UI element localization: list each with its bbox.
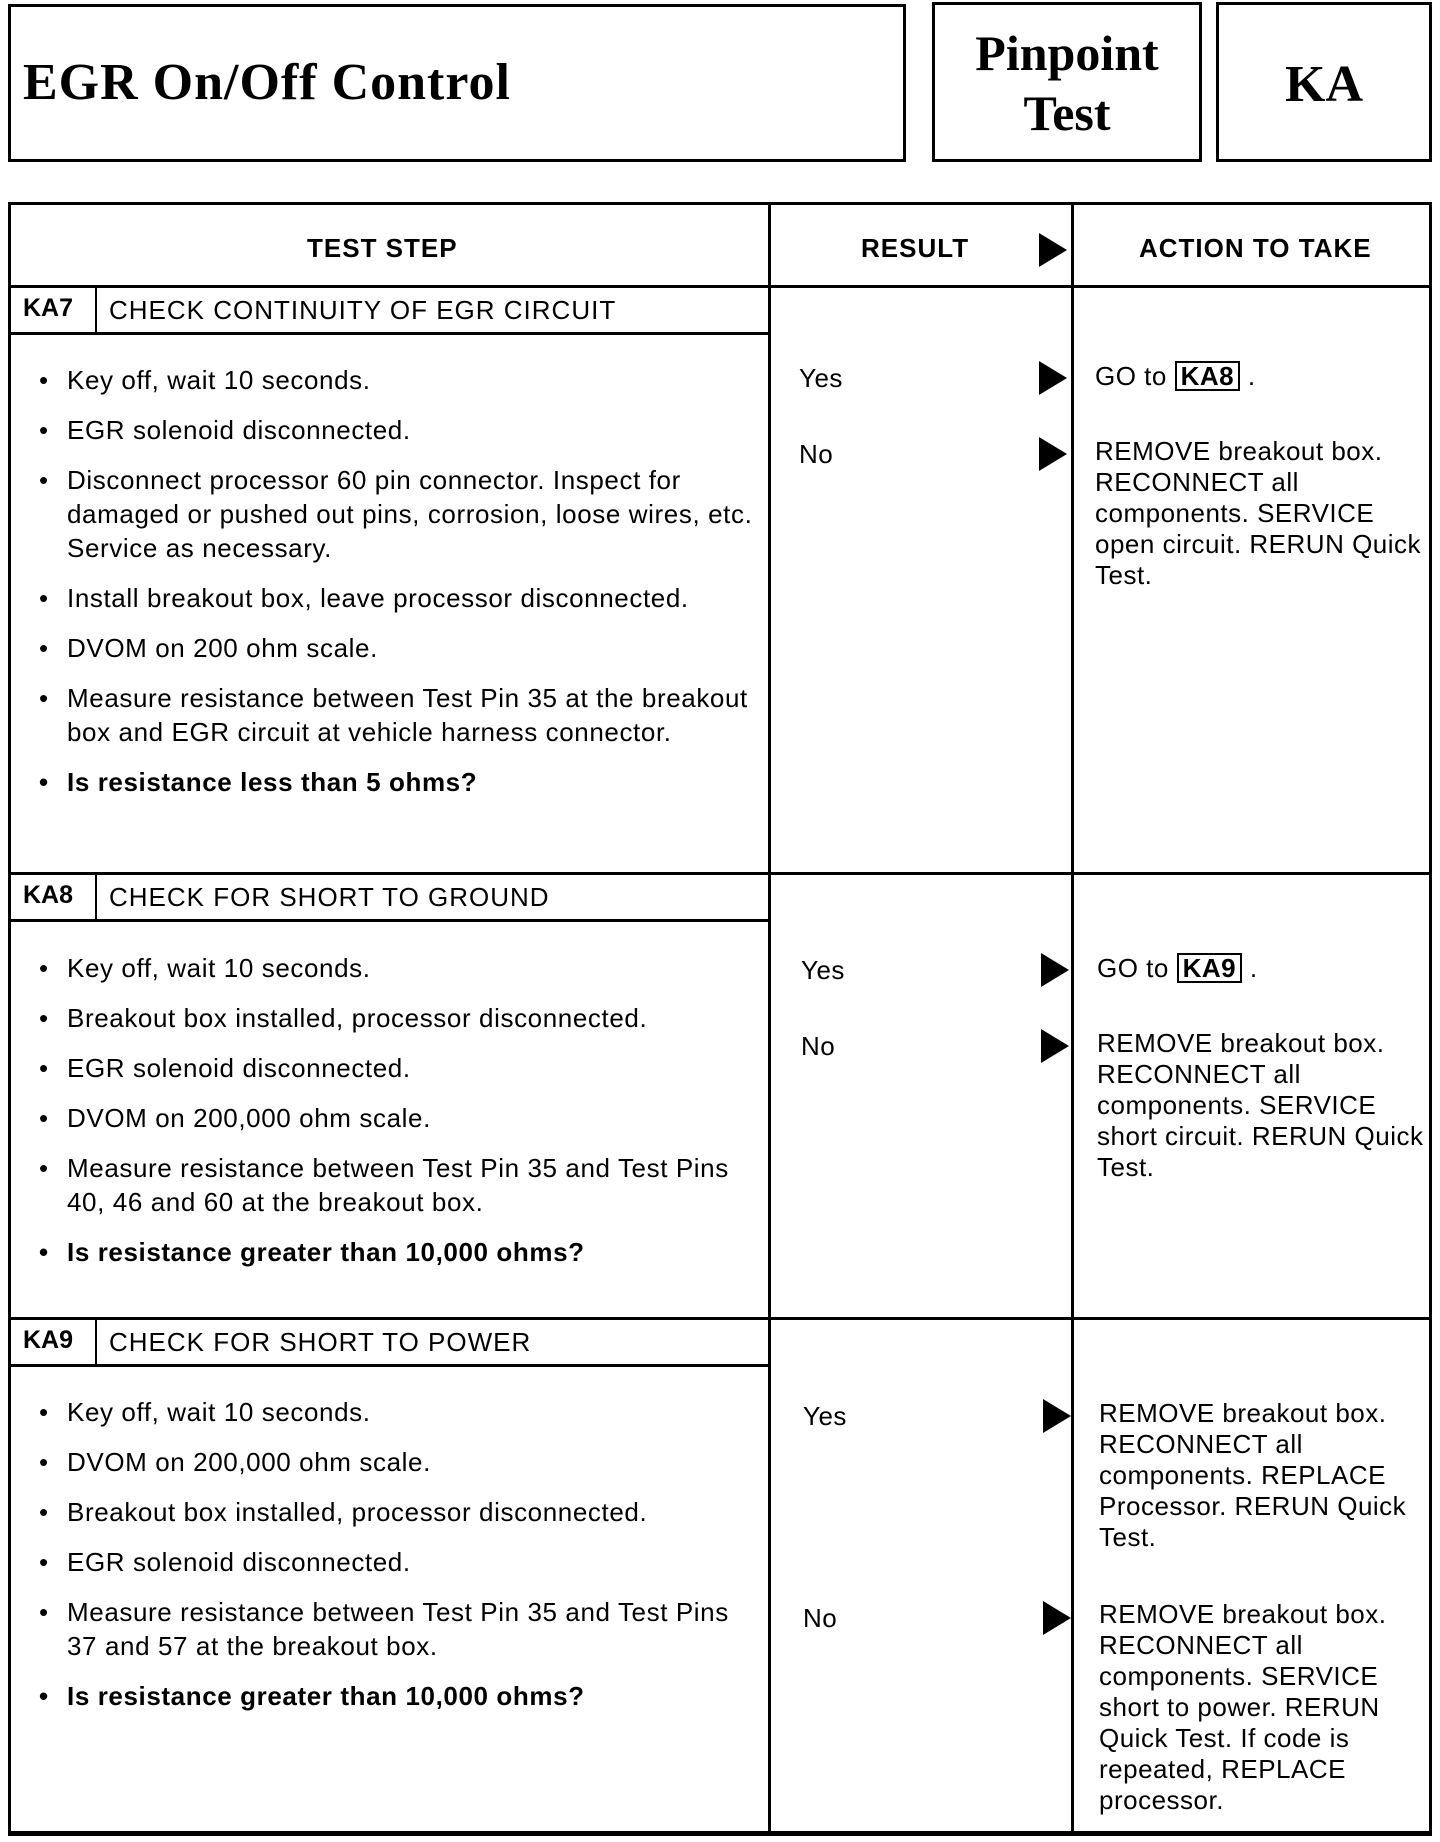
step-title: CHECK FOR SHORT TO GROUND bbox=[109, 882, 550, 912]
step-instructions bbox=[39, 363, 759, 815]
instruction-item: • Key off, wait 10 seconds. bbox=[39, 363, 759, 397]
instruction-item: • DVOM on 200,000 ohm scale. bbox=[39, 1101, 759, 1135]
step-header bbox=[11, 1320, 769, 1367]
title-box bbox=[8, 4, 906, 162]
column-divider-result bbox=[768, 205, 771, 1831]
pinpoint-test-box bbox=[932, 2, 1202, 162]
action-yes bbox=[1097, 953, 1437, 984]
step-reference: KA9 bbox=[1177, 953, 1243, 983]
instruction-item: • Measure resistance between Test Pin 35 and Test Pins 37 and 57 at the breakout box. bbox=[39, 1595, 759, 1663]
instruction-item: • DVOM on 200,000 ohm scale. bbox=[39, 1445, 759, 1479]
instruction-item: • Breakout box installed, processor disconnected. bbox=[39, 1495, 759, 1529]
page-title: EGR On/Off Control bbox=[23, 54, 511, 111]
instruction-item: • Measure resistance between Test Pin 35 and Test Pins 40, 46 and 60 at the breakout box. bbox=[39, 1151, 759, 1219]
result-arrow-icon bbox=[1039, 437, 1067, 471]
step-instructions bbox=[39, 1395, 759, 1729]
step-id: KA9 bbox=[23, 1326, 74, 1354]
instruction-item: • Disconnect processor 60 pin connector. Inspect for damaged or pushed out pins, corrosion, loose wires, etc. Service as necessary. bbox=[39, 463, 759, 565]
header-test-step: TEST STEP bbox=[307, 233, 458, 263]
pinpoint-test-table bbox=[8, 202, 1432, 1836]
test-code-box bbox=[1216, 2, 1432, 162]
instruction-item: • Install breakout box, leave processor disconnected. bbox=[39, 581, 759, 615]
result-no: No bbox=[799, 439, 834, 469]
step-question: • Is resistance greater than 10,000 ohms? bbox=[39, 1235, 759, 1269]
pinpoint-label-line2: Test bbox=[1023, 85, 1111, 141]
action-yes bbox=[1095, 361, 1435, 392]
result-yes: Yes bbox=[801, 955, 845, 985]
step-title: CHECK FOR SHORT TO POWER bbox=[109, 1327, 532, 1357]
action-no: REMOVE breakout box. RECONNECT all components. SERVICE open circuit. RERUN Quick Test. bbox=[1095, 436, 1422, 590]
result-yes: Yes bbox=[803, 1401, 847, 1431]
test-code: KA bbox=[1285, 56, 1363, 113]
instruction-item: • EGR solenoid disconnected. bbox=[39, 1545, 759, 1579]
instruction-item: • Key off, wait 10 seconds. bbox=[39, 951, 759, 985]
instruction-item: • Key off, wait 10 seconds. bbox=[39, 1395, 759, 1429]
step-id-divider bbox=[95, 288, 97, 332]
step-question: • Is resistance greater than 10,000 ohms? bbox=[39, 1679, 759, 1713]
step-id: KA7 bbox=[23, 294, 74, 322]
step-header bbox=[11, 288, 769, 335]
instruction-item: • EGR solenoid disconnected. bbox=[39, 1051, 759, 1085]
action-text: GO to bbox=[1097, 953, 1169, 983]
pinpoint-label-line1: Pinpoint bbox=[975, 25, 1159, 81]
action-punct: . bbox=[1249, 953, 1258, 983]
step-instructions bbox=[39, 951, 759, 1285]
result-arrow-icon bbox=[1039, 233, 1067, 267]
instruction-item: • EGR solenoid disconnected. bbox=[39, 413, 759, 447]
header-result: RESULT bbox=[861, 233, 970, 263]
action-text: GO to bbox=[1095, 361, 1167, 391]
instruction-item: • Measure resistance between Test Pin 35 at the breakout box and EGR circuit at vehicle harness connector. bbox=[39, 681, 759, 749]
step-id-divider bbox=[95, 875, 97, 919]
result-no: No bbox=[801, 1031, 836, 1061]
action-yes: REMOVE breakout box. RECONNECT all components. REPLACE Processor. RERUN Quick Test. bbox=[1099, 1398, 1407, 1552]
action-no: REMOVE breakout box. RECONNECT all components. SERVICE short to power. RERUN Quick Test. If code is repeated, REPLACE processor. bbox=[1099, 1599, 1387, 1815]
step-title: CHECK CONTINUITY OF EGR CIRCUIT bbox=[109, 295, 617, 325]
instruction-item: • DVOM on 200 ohm scale. bbox=[39, 631, 759, 665]
column-divider-action bbox=[1071, 205, 1074, 1831]
result-arrow-icon bbox=[1041, 1029, 1069, 1063]
step-question: • Is resistance less than 5 ohms? bbox=[39, 765, 759, 799]
result-arrow-icon bbox=[1039, 361, 1067, 395]
action-no: REMOVE breakout box. RECONNECT all components. SERVICE short circuit. RERUN Quick Test. bbox=[1097, 1028, 1424, 1182]
instruction-item: • Breakout box installed, processor disconnected. bbox=[39, 1001, 759, 1035]
step-id-divider bbox=[95, 1320, 97, 1364]
action-punct: . bbox=[1247, 361, 1256, 391]
step-header bbox=[11, 875, 769, 922]
step-reference: KA8 bbox=[1175, 361, 1241, 391]
result-yes: Yes bbox=[799, 363, 843, 393]
result-arrow-icon bbox=[1043, 1399, 1071, 1433]
result-no: No bbox=[803, 1603, 838, 1633]
step-id: KA8 bbox=[23, 881, 74, 909]
header-action-to-take: ACTION TO TAKE bbox=[1139, 233, 1372, 263]
result-arrow-icon bbox=[1041, 953, 1069, 987]
result-arrow-icon bbox=[1043, 1601, 1071, 1635]
